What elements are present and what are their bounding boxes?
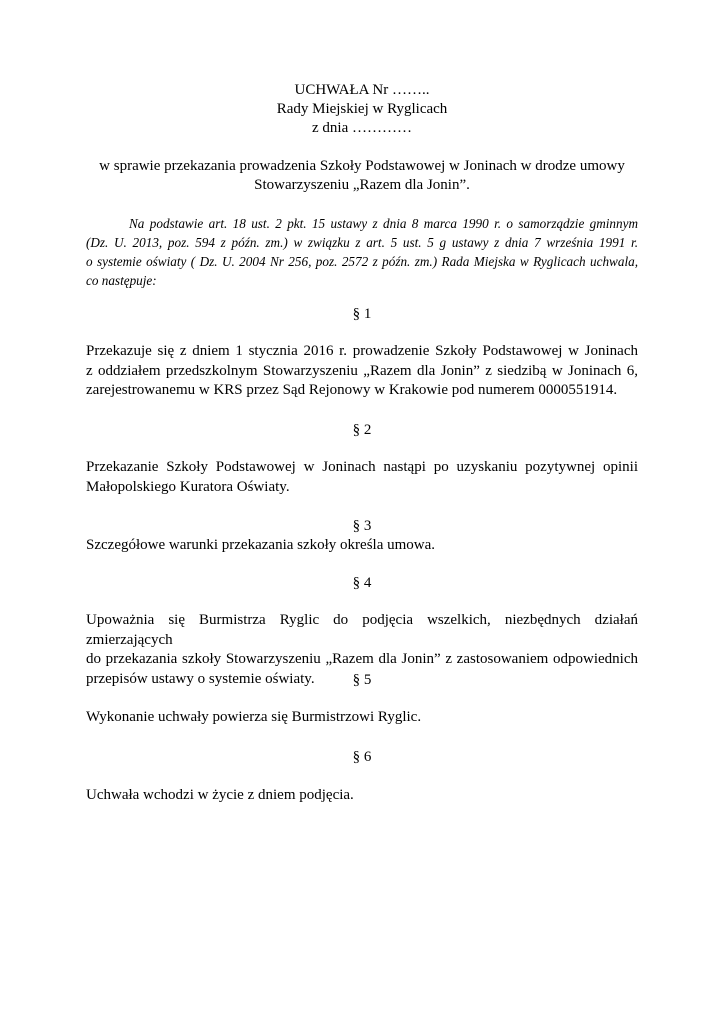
section-1-text xyxy=(86,342,638,401)
section-2-text xyxy=(86,458,638,497)
paragraph-line: Szczegółowe warunki przekazania szkoły określa umowa. xyxy=(86,537,436,553)
section-4-mark: § 4 xyxy=(352,575,372,591)
subject-line: Stowarzyszeniu „Razem dla Jonin”. xyxy=(254,177,470,193)
paragraph-line: Przekazanie Szkoły Podstawowej w Joninach nastąpi po uzyskaniu pozytywnej opinii xyxy=(86,459,638,475)
resolution-header xyxy=(86,81,638,138)
resolution-title: UCHWAŁA Nr …….. xyxy=(294,82,430,98)
paragraph-line: Uchwała wchodzi w życie z dniem podjęcia. xyxy=(86,787,354,803)
paragraph-line: Małopolskiego Kuratora Oświaty. xyxy=(86,478,290,495)
section-2-mark: § 2 xyxy=(352,422,372,438)
section-3-mark: § 3 xyxy=(352,518,372,534)
paragraph-line: zarejestrowanemu w KRS przez Sąd Rejonowy w Krakowie pod numerem 0000551914. xyxy=(86,382,618,398)
subject-line: w sprawie przekazania prowadzenia Szkoły Podstawowej w Joninach w drodze umowy xyxy=(99,158,625,174)
paragraph-line: z oddziałem przedszkolnym Stowarzyszeniu „Razem dla Jonin” z siedzibą w Joninach 6, xyxy=(86,362,638,379)
paragraph-line: Przekazuje się z dniem 1 stycznia 2016 r. prowadzenie Szkoły Podstawowej w Joninach xyxy=(86,343,638,359)
section-5-mark: § 5 xyxy=(352,672,372,688)
section-5-text xyxy=(86,708,638,728)
paragraph-line: Upoważnia się Burmistrza Ryglic do podjęcia wszelkich, niezbędnych działań zmierzających xyxy=(86,612,638,648)
preamble-line: co następuje: xyxy=(86,273,157,288)
preamble-line: Na podstawie art. 18 ust. 2 pkt. 15 ustawy z dnia 8 marca 1990 r. o samorządzie gminnym xyxy=(129,216,638,231)
resolution-date: z dnia ………… xyxy=(312,120,412,136)
section-3-text xyxy=(86,536,638,556)
council-name: Rady Miejskiej w Ryglicach xyxy=(276,101,448,117)
paragraph-line: do przekazania szkoły Stowarzyszeniu „Razem dla Jonin” z zastosowaniem odpowiednich xyxy=(86,651,638,667)
section-1-mark: § 1 xyxy=(352,306,372,322)
preamble-line: o systemie oświaty ( Dz. U. 2004 Nr 256, poz. 2572 z późn. zm.) Rada Miejska w Ryglicach uchwala, xyxy=(86,254,638,269)
paragraph-line: przepisów ustawy o systemie oświaty. xyxy=(86,670,315,687)
preamble-line: (Dz. U. 2013, poz. 594 z późn. zm.) w związku z art. 5 ust. 5 g ustawy z dnia 7 września 1991 r. xyxy=(86,235,638,250)
section-6-text xyxy=(86,786,638,806)
resolution-subject xyxy=(86,157,638,195)
paragraph-line: Wykonanie uchwały powierza się Burmistrzowi Ryglic. xyxy=(86,709,422,725)
legal-basis-preamble xyxy=(86,214,638,290)
section-6-mark: § 6 xyxy=(352,749,372,765)
